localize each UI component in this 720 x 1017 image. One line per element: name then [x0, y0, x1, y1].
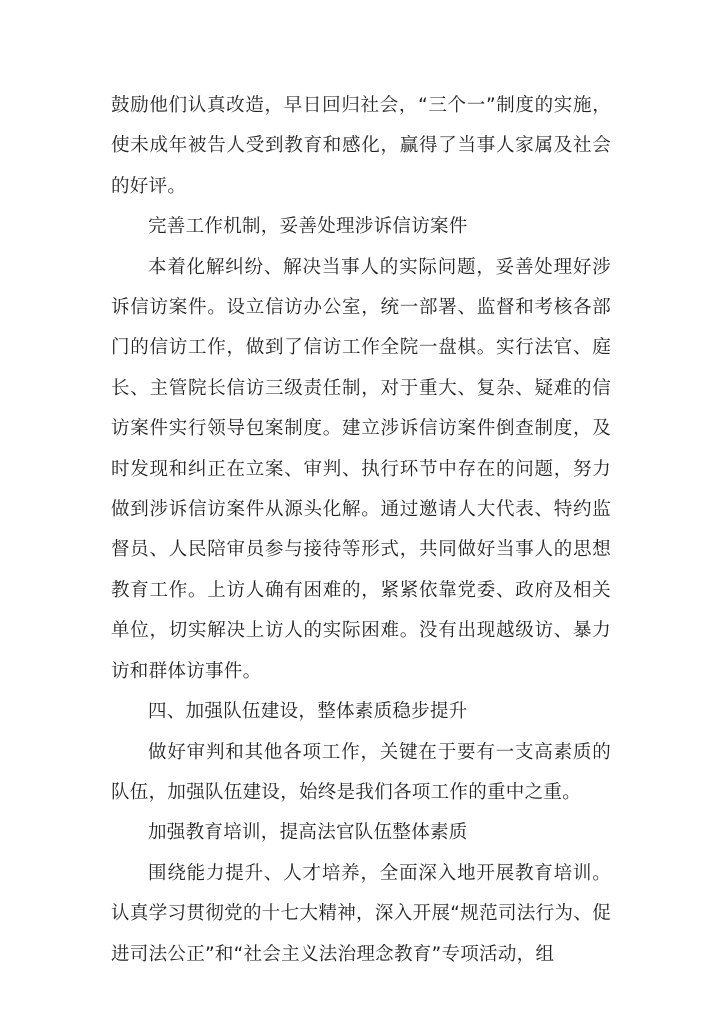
paragraph-team-building: 做好审判和其他各项工作，关键在于要有一支高素质的队伍，加强队伍建设，始终是我们各项工作的重中之重。: [111, 741, 611, 803]
paragraph-continuation: 鼓励他们认真改造，早日回归社会，“三个一”制度的实施，使未成年被告人受到教育和感化，赢得了当事人家属及社会的好评。: [111, 95, 611, 197]
paragraph-education-training: 围绕能力提升、人才培养，全面深入地开展教育培训。认真学习贯彻党的十七大精神，深入开展“规范司法行为、促进司法公正”和“社会主义法治理念教育”专项活动，组: [111, 862, 611, 965]
document-body: [111, 86, 611, 975]
subheading-education-training: 加强教育培训，提高法官队伍整体素质: [148, 822, 468, 844]
paragraph-petition-handling: 本着化解纠纷、解决当事人的实际问题，妥善处理好涉诉信访案件。设立信访办公室，统一部署、监督和考核各部门的信访工作，做到了信访工作全院一盘棋。实行法官、庭长、主管院长信访三级责任制，对于重大、复杂、疑难的信访案件实行领导包案制度。建立涉诉信访案件倒查制度，及时发现和纠正在立案、审判、执行环节中存在的问题，努力做到涉诉信访案件从源头化解。通过邀请人大代表、特约监督员、人民陪审员参与接待等形式，共同做好当事人的思想教育工作。上访人确有困难的，紧紧依靠党委、政府及相关单位，切实解决上访人的实际困难。没有出现越级访、暴力访和群体访事件。: [111, 256, 611, 682]
subheading-work-mechanism: 完善工作机制，妥善处理涉诉信访案件: [148, 216, 468, 238]
section-heading-team-building: 四、加强队伍建设，整体素质稳步提升: [148, 701, 468, 723]
